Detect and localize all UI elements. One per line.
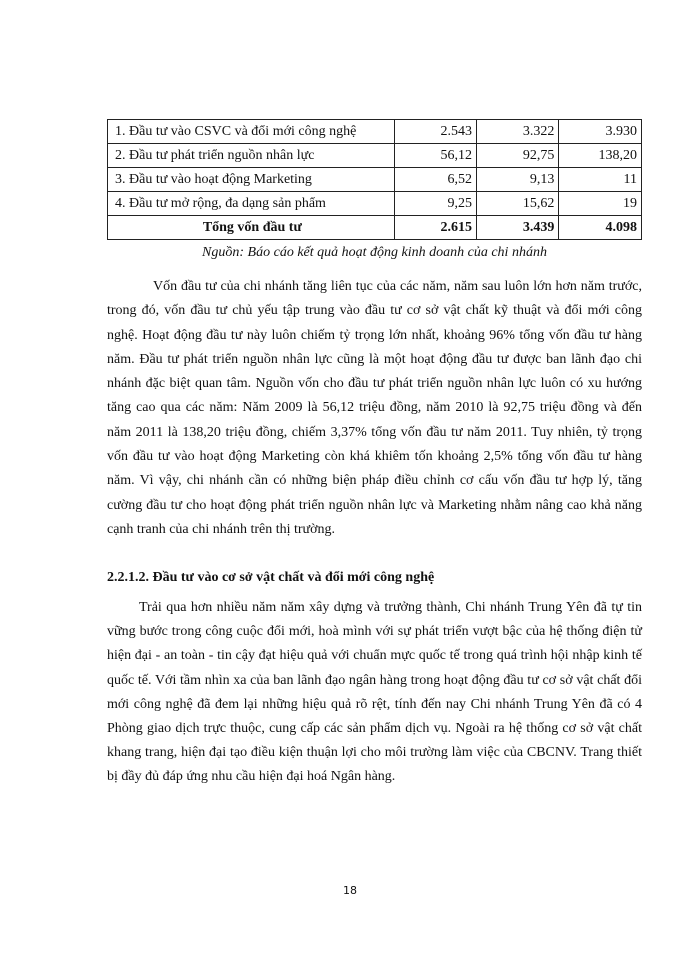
body-paragraph: Vốn đầu tư của chi nhánh tăng liên tục của các năm, năm sau luôn lớn hơn năm trước, trong đó, vốn đầu tư chủ yếu tập trung vào đầu tư cơ sở vật chất kỹ thuật và đổi mới công nghệ. Hoạt động đầu tư này luôn chiếm tỷ trọng lớn nhất, khoảng 96% tổng vốn đầu tư hàng năm. Đầu tư phát triển nguồn nhân lực cũng là một hoạt động đầu tư được ban lãnh đạo chi nhánh đặc biệt quan tâm. Nguồn vốn cho đầu tư phát triển nguồn nhân lực luôn có xu hướng tăng cao qua các năm: Năm 2009 là 56,12 triệu đồng, năm 2010 là 92,75 triệu đồng và đến năm 2011 là 138,20 triệu đồng, chiếm 3,37% tổng vốn đầu tư năm 2011. Tuy nhiên, tỷ trọng vốn đầu tư vào hoạt động Marketing còn khá khiêm tốn khoảng 2,5% tổng vốn đầu tư hàng năm. Vì vậy, chi nhánh cần có những biện pháp điều chỉnh cơ cấu vốn đầu tư hợp lý, tăng cường đầu tư cho hoạt động phát triển nguồn nhân lực và Marketing nhằm nâng cao khả năng cạnh tranh của chi nhánh trên thị trường. bbox=[107, 279, 642, 537]
table-row bbox=[108, 192, 642, 216]
table-row bbox=[108, 144, 642, 168]
row-label: 4. Đầu tư mở rộng, đa dạng sản phẩm bbox=[108, 192, 395, 216]
value-2011: 138,20 bbox=[559, 144, 642, 168]
table-row bbox=[108, 120, 642, 144]
value-2009: 2.543 bbox=[394, 120, 476, 144]
total-2010: 3.439 bbox=[477, 216, 559, 240]
page-number: 18 bbox=[343, 884, 357, 897]
value-2010: 15,62 bbox=[477, 192, 559, 216]
row-label: 1. Đầu tư vào CSVC và đổi mới công nghệ bbox=[108, 120, 395, 144]
value-2009: 6,52 bbox=[394, 168, 476, 192]
value-2011: 3.930 bbox=[559, 120, 642, 144]
investment-table bbox=[107, 119, 642, 240]
section-heading: 2.2.1.2. Đầu tư vào cơ sở vật chất và đổi mới công nghệ bbox=[107, 570, 435, 585]
value-2009: 56,12 bbox=[394, 144, 476, 168]
value-2010: 3.322 bbox=[477, 120, 559, 144]
body-paragraph: Trải qua hơn nhiều năm năm xây dựng và trưởng thành, Chi nhánh Trung Yên đã tự tin vững bước trong công cuộc đổi mới, hoà mình với sự phát triển vượt bậc của hệ thống điện tử hiện đại - an toàn - tin cậy đạt hiệu quả với chuẩn mực quốc tế trong quá trình hội nhập kinh tế quốc tế. Với tầm nhìn xa của ban lãnh đạo ngân hàng trong hoạt động đầu tư cơ sở vật chất đổi mới công nghệ đã đem lại những hiệu quả rõ rệt, tính đến nay Chi nhánh Trung Yên đã có 4 Phòng giao dịch trực thuộc, cung cấp các sản phẩm dịch vụ. Ngoài ra hệ thống cơ sở vật chất khang trang, hiện đại tạo điều kiện thuận lợi cho môi trường làm việc của CBCNV. Trang thiết bị đầy đủ đáp ứng nhu cầu hiện đại hoá Ngân hàng. bbox=[107, 600, 642, 785]
row-label: 3. Đầu tư vào hoạt động Marketing bbox=[108, 168, 395, 192]
row-label: 2. Đầu tư phát triển nguồn nhân lực bbox=[108, 144, 395, 168]
value-2010: 92,75 bbox=[477, 144, 559, 168]
value-2011: 11 bbox=[559, 168, 642, 192]
source-note: Nguồn: Báo cáo kết quả hoạt động kinh doanh của chi nhánh bbox=[202, 245, 547, 260]
table-row bbox=[108, 168, 642, 192]
value-2009: 9,25 bbox=[394, 192, 476, 216]
total-label: Tổng vốn đầu tư bbox=[108, 216, 395, 240]
value-2010: 9,13 bbox=[477, 168, 559, 192]
total-2011: 4.098 bbox=[559, 216, 642, 240]
value-2011: 19 bbox=[559, 192, 642, 216]
total-row bbox=[108, 216, 642, 240]
total-2009: 2.615 bbox=[394, 216, 476, 240]
